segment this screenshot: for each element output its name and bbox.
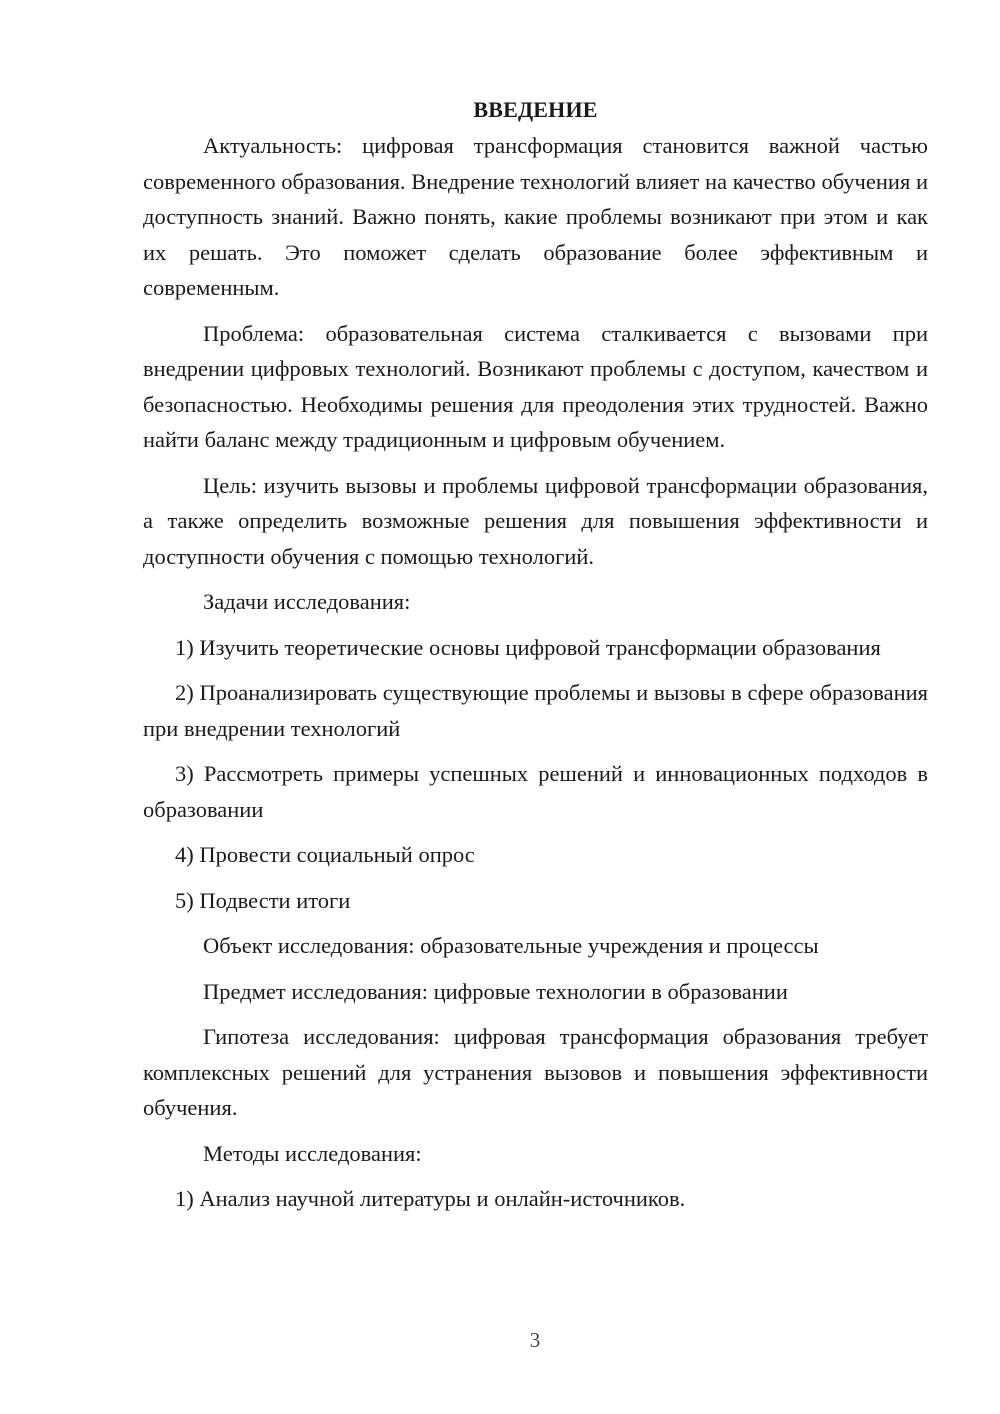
tasks-heading: Задачи исследования:	[203, 589, 411, 614]
method-item-1: 1) Анализ научной литературы и онлайн-источников.	[175, 1186, 686, 1211]
document-page	[143, 92, 928, 1227]
task-item-1: 1) Изучить теоретические основы цифровой трансформации образования	[175, 634, 881, 660]
problem-paragraph: Проблема: образовательная система сталкивается с вызовами при внедрении цифровых технологий. Возникают проблемы с доступом, качеством и безопасностью. Необходимы решения для преодоления этих трудностей. Важно найти баланс между традиционным и цифровым обучением.	[143, 320, 928, 452]
document-title: ВВЕДЕНИЕ	[473, 97, 598, 122]
research-subject: Предмет исследования: цифровые технологии в образовании	[203, 978, 788, 1004]
page-number: 3	[529, 1328, 541, 1352]
goal-paragraph: Цель: изучить вызовы и проблемы цифровой трансформации образования, а также определить возможные решения для повышения эффективности и доступности обучения с помощью технологий.	[143, 472, 928, 569]
task-item-5: 5) Подвести итоги	[175, 887, 351, 913]
relevance-paragraph: Актуальность: цифровая трансформация становится важной частью современного образования. Внедрение технологий влияет на качество обучения и доступность знаний. Важно понять, какие проблемы возникают при этом и как их решать. Это поможет сделать образование более эффективным и современным.	[143, 133, 928, 300]
task-item-3: 3) Рассмотреть примеры успешных решений и инновационных подходов в образовании	[143, 761, 928, 822]
methods-heading: Методы исследования:	[203, 1140, 422, 1166]
research-object: Объект исследования: образовательные учреждения и процессы	[203, 933, 819, 958]
task-item-4: 4) Провести социальный опрос	[175, 842, 475, 867]
hypothesis-paragraph: Гипотеза исследования: цифровая трансформация образования требует комплексных решений для устранения вызовов и повышения эффективности обучения.	[143, 1024, 928, 1120]
task-item-2: 2) Проанализировать существующие проблемы и вызовы в сфере образования при внедрении технологий	[143, 680, 928, 741]
